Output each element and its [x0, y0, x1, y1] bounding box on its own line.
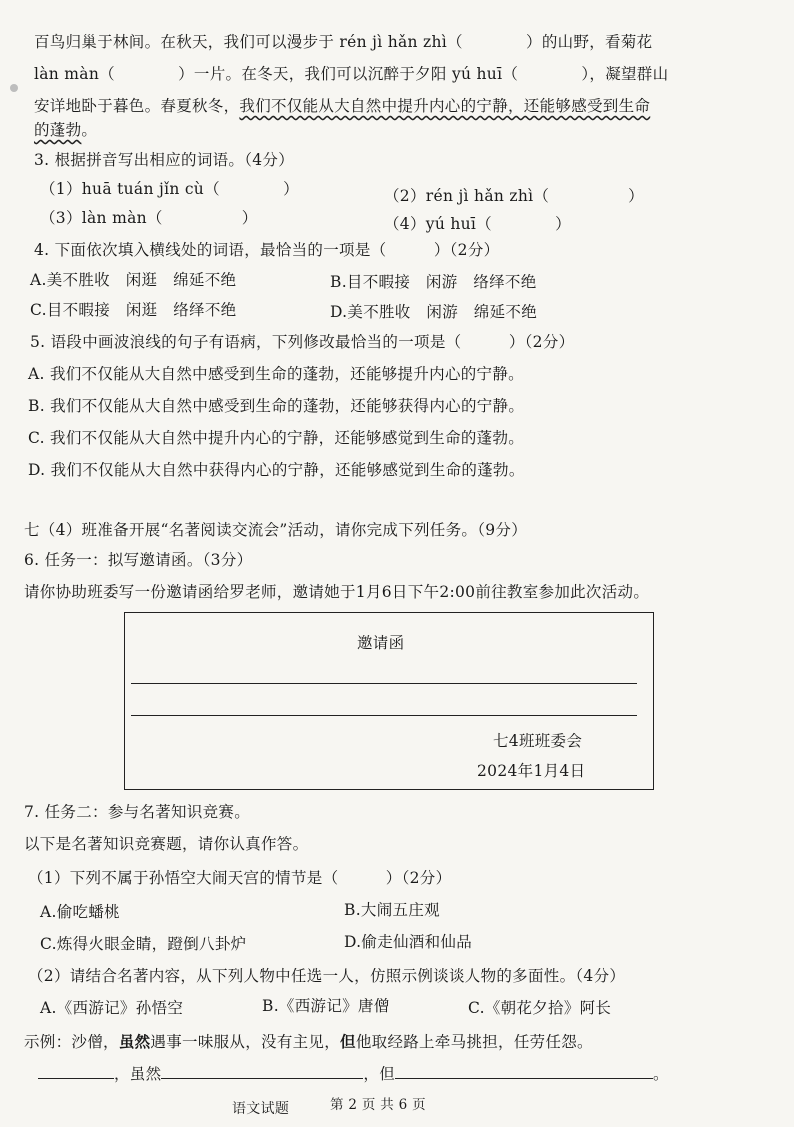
q7-sub2-stem: （2）请结合名著内容，从下列人物中任选一人，仿照示例谈谈人物的多面性。（4分）: [28, 967, 626, 985]
section-intro: 七（4）班准备开展“名著阅读交流会”活动，请你完成下列任务。（9分）: [24, 521, 528, 539]
letter-title: 邀请函: [357, 634, 405, 652]
passage-line-4: [34, 118, 97, 140]
wavy-sentence-part-1: 我们不仅能从大自然中提升内心的宁静，还能够感受到生命: [239, 97, 651, 115]
footer-page-number: 第 2 页 共 6 页: [330, 1097, 426, 1113]
example-keyword-but: 但: [340, 1032, 356, 1051]
letter-writing-line-1: [131, 683, 637, 684]
q7-title: 7. 任务二：参与名著知识竞赛。: [24, 803, 251, 821]
q5-option-d: D. 我们不仅能从大自然中获得内心的宁静，还能够感觉到生命的蓬勃。: [28, 461, 525, 479]
letter-signer: 七4班班委会: [493, 732, 583, 750]
footer-subject: 语文试题: [232, 1101, 290, 1117]
q5-option-c: C. 我们不仅能从大自然中提升内心的宁静，还能够感觉到生命的蓬勃。: [28, 429, 525, 447]
q4-option-c: C.目不暇接 闲逛 络绎不绝: [30, 301, 237, 319]
passage-line-2: làn màn（ ）一片。在冬天，我们可以沉醉于夕阳 yú huī（ ），凝望群山: [34, 65, 669, 83]
q7-example: [24, 1030, 593, 1052]
q7-sub2-choice-b: B.《西游记》唐僧: [262, 997, 390, 1015]
passage-line-3-plain: 安详地卧于暮色。春夏秋冬，: [34, 97, 240, 115]
answer-fill-line: [38, 1062, 669, 1084]
example-prefix: 示例：沙僧，: [24, 1033, 119, 1051]
fill-although: ，虽然: [114, 1065, 162, 1083]
blank-character[interactable]: [38, 1064, 114, 1079]
fill-but: ，但: [363, 1065, 396, 1083]
q3-stem: 3. 根据拼音写出相应的词语。（4分）: [34, 151, 295, 169]
q4-option-a: A.美不胜收 闲逛 绵延不绝: [30, 271, 237, 289]
q5-stem: 5. 语段中画波浪线的句子有语病，下列修改最恰当的一项是（ ）（2分）: [30, 333, 575, 351]
q7-sub1-option-a: A.偷吃蟠桃: [40, 903, 120, 921]
invitation-letter-box: [124, 612, 654, 790]
q7-sub2-choice-c: C.《朝花夕拾》阿长: [468, 999, 612, 1017]
scan-dot: [10, 84, 18, 92]
task1-description: 请你协助班委写一份邀请函给罗老师，邀请她于1月6日下午2:00前往教室参加此次活动。: [24, 583, 650, 601]
example-keyword-although: 虽然: [118, 1032, 151, 1051]
q7-sub2-choice-a: A.《西游记》孙悟空: [40, 999, 184, 1017]
fill-tail: 。: [653, 1065, 669, 1083]
q5-option-b: B. 我们不仅能从大自然中感受到生命的蓬勃，还能够获得内心的宁静。: [28, 397, 525, 415]
q4-option-d: D.美不胜收 闲游 绵延不绝: [330, 303, 538, 321]
q3-item-4: （4）yú huī（ ）: [384, 215, 571, 233]
q3-item-2: （2）rén jì hǎn zhì（ ）: [384, 187, 644, 205]
letter-date: 2024年1月4日: [477, 762, 586, 780]
q3-item-1: （1）huā tuán jǐn cù（ ）: [40, 180, 299, 198]
q7-sub1-option-b: B.大闹五庄观: [344, 901, 440, 919]
q7-sub1-option-d: D.偷走仙酒和仙品: [344, 933, 473, 951]
example-middle: 遇事一味服从，没有主见，: [150, 1033, 341, 1051]
task1-heading: 6. 任务一：拟写邀请函。（3分）: [24, 551, 253, 569]
q7-sub1-option-c: C.炼得火眼金睛，蹬倒八卦炉: [40, 935, 247, 953]
example-end: 他取经路上牵马挑担，任劳任怨。: [355, 1033, 593, 1051]
passage-line-1: 百鸟归巢于林间。在秋天，我们可以漫步于 rén jì hǎn zhì（ ）的山野，看菊花: [34, 33, 653, 51]
blank-although-clause[interactable]: [161, 1064, 363, 1079]
passage-line-3: [34, 94, 650, 116]
q5-option-a: A. 我们不仅能从大自然中感受到生命的蓬勃，还能够提升内心的宁静。: [28, 365, 524, 383]
q4-stem: 4. 下面依次填入横线处的词语，最恰当的一项是（ ）（2分）: [34, 241, 500, 259]
passage-line-4-end: 。: [81, 121, 98, 139]
blank-but-clause[interactable]: [395, 1064, 653, 1079]
letter-writing-line-2: [131, 715, 637, 716]
q7-sub1-stem: （1）下列不属于孙悟空大闹天宫的情节是（ ）（2分）: [28, 869, 452, 887]
q7-intro: 以下是名著知识竞赛题，请你认真作答。: [24, 835, 309, 853]
q3-item-3: （3）làn màn（ ）: [40, 209, 258, 227]
wavy-sentence-part-2: 的蓬勃: [34, 121, 82, 139]
q4-option-b: B.目不暇接 闲游 络绎不绝: [330, 273, 537, 291]
